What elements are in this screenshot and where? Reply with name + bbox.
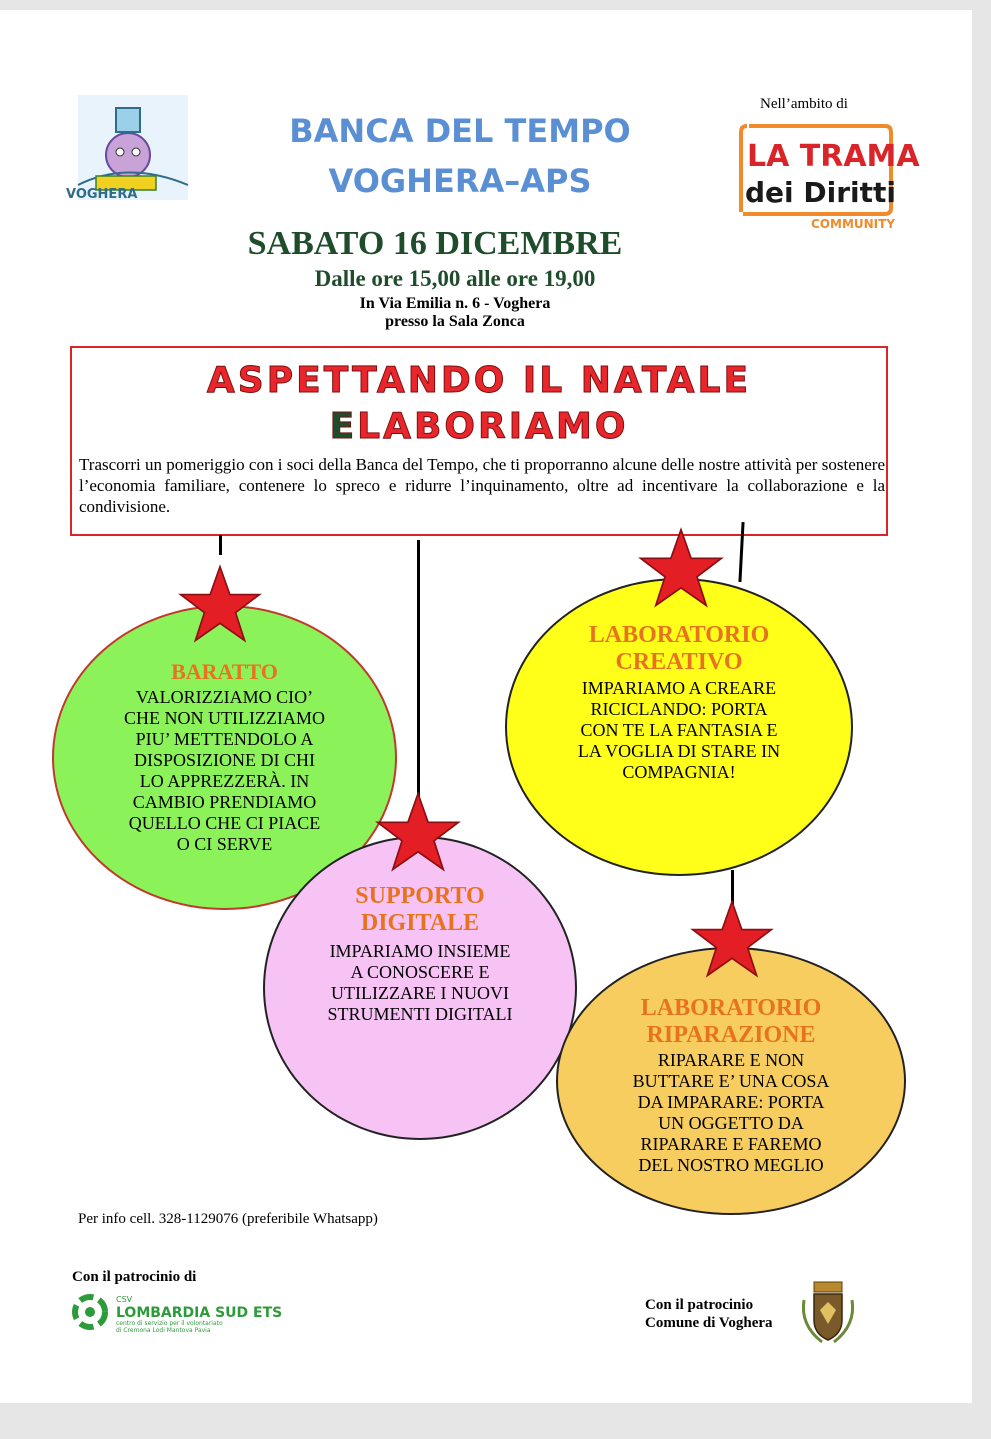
patronage-label: Con il patrocinio di <box>72 1269 197 1285</box>
ambito-label: Nell’ambito di <box>760 96 848 112</box>
banca-del-tempo-logo <box>58 90 198 205</box>
info-phone: Per info cell. 328-1129076 (preferibile Whatsapp) <box>78 1211 378 1227</box>
ornament-desc-line: O CI SERVE <box>176 834 273 854</box>
ornament-desc-line: PIU’ METTENDOLO A <box>135 729 314 749</box>
headline-elaboriamo-initial: E <box>329 406 358 447</box>
patronage-comune-line1: Con il patrocinio <box>645 1297 754 1313</box>
csv-name: LOMBARDIA SUD ETS <box>116 1305 283 1321</box>
ornament-title-line: DIGITALE <box>360 910 480 936</box>
ornament-desc-line: UTILIZZARE I NUOVI <box>331 983 509 1003</box>
headline-elaboriamo-rest: LABORIAMO <box>357 406 629 447</box>
hanging-line-baratto <box>219 535 222 555</box>
ornament-riparazione-desc <box>558 1050 904 1176</box>
voghera-crest-icon <box>800 1280 856 1346</box>
ornament-riparazione <box>556 947 906 1215</box>
trama-line3: COMMUNITY <box>811 217 896 231</box>
ornament-baratto-desc <box>54 687 395 855</box>
ornament-desc-line: BUTTARE E’ UNA COSA <box>632 1071 830 1091</box>
trama-line2: dei Diritti <box>745 176 896 209</box>
ornament-desc-line: CAMBIO PRENDIAMO <box>132 792 317 812</box>
headline-elaboriamo <box>72 406 886 447</box>
ornament-desc-line: LO APPREZZERÀ. IN <box>139 771 310 791</box>
star-icon <box>688 900 776 978</box>
ornament-title-line: RIPARAZIONE <box>646 1022 816 1048</box>
event-date: SABATO 16 DICEMBRE <box>247 225 623 262</box>
la-trama-dei-diritti-logo <box>735 122 920 232</box>
hanging-line-supporto <box>417 540 420 800</box>
ornament-desc-line: STRUMENTI DIGITALI <box>327 1004 513 1024</box>
intro-box <box>70 346 888 536</box>
ornament-title-line: LABORATORIO <box>640 995 822 1021</box>
ornament-desc-line: VALORIZZIAMO CIO’ <box>135 687 314 707</box>
ornament-desc-line: QUELLO CHE CI PIACE <box>128 813 321 833</box>
ornament-creativo-title <box>507 622 851 676</box>
star-icon <box>176 565 264 643</box>
ornament-title-line: LABORATORIO <box>588 622 770 648</box>
ornament-desc-line: CHE NON UTILIZZIAMO <box>124 708 325 728</box>
ornament-desc-line: IMPARIAMO A CREARE <box>581 678 777 698</box>
ornament-supporto <box>263 836 577 1140</box>
ornament-desc-line: RIPARARE E NON <box>657 1050 805 1070</box>
title-line-1: BANCA DEL TEMPO <box>289 112 631 150</box>
intro-text: Trascorri un pomeriggio con i soci della Banca del Tempo, che ti proporranno alcune delle nostre attività per sostenere l’economia familiare, contenere lo spreco e ridurre l’inquinamento, oltre ad incentivare la collaborazione e la condivisione. <box>79 455 885 516</box>
ornament-title-line: CREATIVO <box>615 649 743 675</box>
patronage-comune <box>645 1296 773 1332</box>
ornament-desc-line: UN OGGETTO DA <box>658 1113 804 1133</box>
ornament-desc-line: CON TE LA FANTASIA E <box>580 720 778 740</box>
ornament-desc-line: LA VOGLIA DI STARE IN <box>577 741 781 761</box>
title-line-2: VOGHERA–APS <box>328 162 592 200</box>
ornament-creativo <box>505 578 853 876</box>
event-hours: Dalle ore 15,00 alle ore 19,00 <box>314 266 596 291</box>
ornament-desc-line: DEL NOSTRO MEGLIO <box>638 1155 824 1175</box>
star-icon <box>636 528 726 608</box>
ornament-baratto-title <box>54 659 395 685</box>
event-address: In Via Emilia n. 6 - Voghera <box>359 295 551 312</box>
ornament-supporto-title <box>265 883 575 937</box>
csv-small: CSV <box>116 1295 133 1304</box>
ornament-supporto-desc <box>265 941 575 1025</box>
ornament-desc-line: DISPOSIZIONE DI CHI <box>134 750 315 770</box>
star-icon <box>372 792 464 872</box>
ornament-riparazione-title <box>558 995 904 1049</box>
trama-line1: LA TRAMA <box>747 139 920 174</box>
patronage-comune-line2: Comune di Voghera <box>645 1315 773 1331</box>
ornament-desc-line: DA IMPARARE: PORTA <box>637 1092 825 1112</box>
csv-sub2: di Cremona Lodi Mantova Pavia <box>116 1327 211 1334</box>
headline-aspettando: ASPETTANDO IL NATALE <box>206 360 752 401</box>
ornament-desc-line: RICICLANDO: PORTA <box>590 699 768 719</box>
csv-lombardia-logo <box>72 1292 302 1332</box>
event-venue: presso la Sala Zonca <box>385 313 525 330</box>
csv-sub1: centro di servizio per il volontariato <box>116 1320 223 1327</box>
ornament-creativo-desc <box>507 678 851 783</box>
ornament-desc-line: COMPAGNIA! <box>622 762 736 782</box>
ornament-title-line: SUPPORTO <box>355 883 485 909</box>
ornament-desc-line: RIPARARE E FAREMO <box>640 1134 822 1154</box>
ornament-title-line: BARATTO <box>171 659 278 684</box>
flyer-page <box>0 10 972 1403</box>
ornament-desc-line: A CONOSCERE E <box>350 962 490 982</box>
logo-left-text: VOGHERA <box>66 187 138 202</box>
ornament-desc-line: IMPARIAMO INSIEME <box>329 941 511 961</box>
